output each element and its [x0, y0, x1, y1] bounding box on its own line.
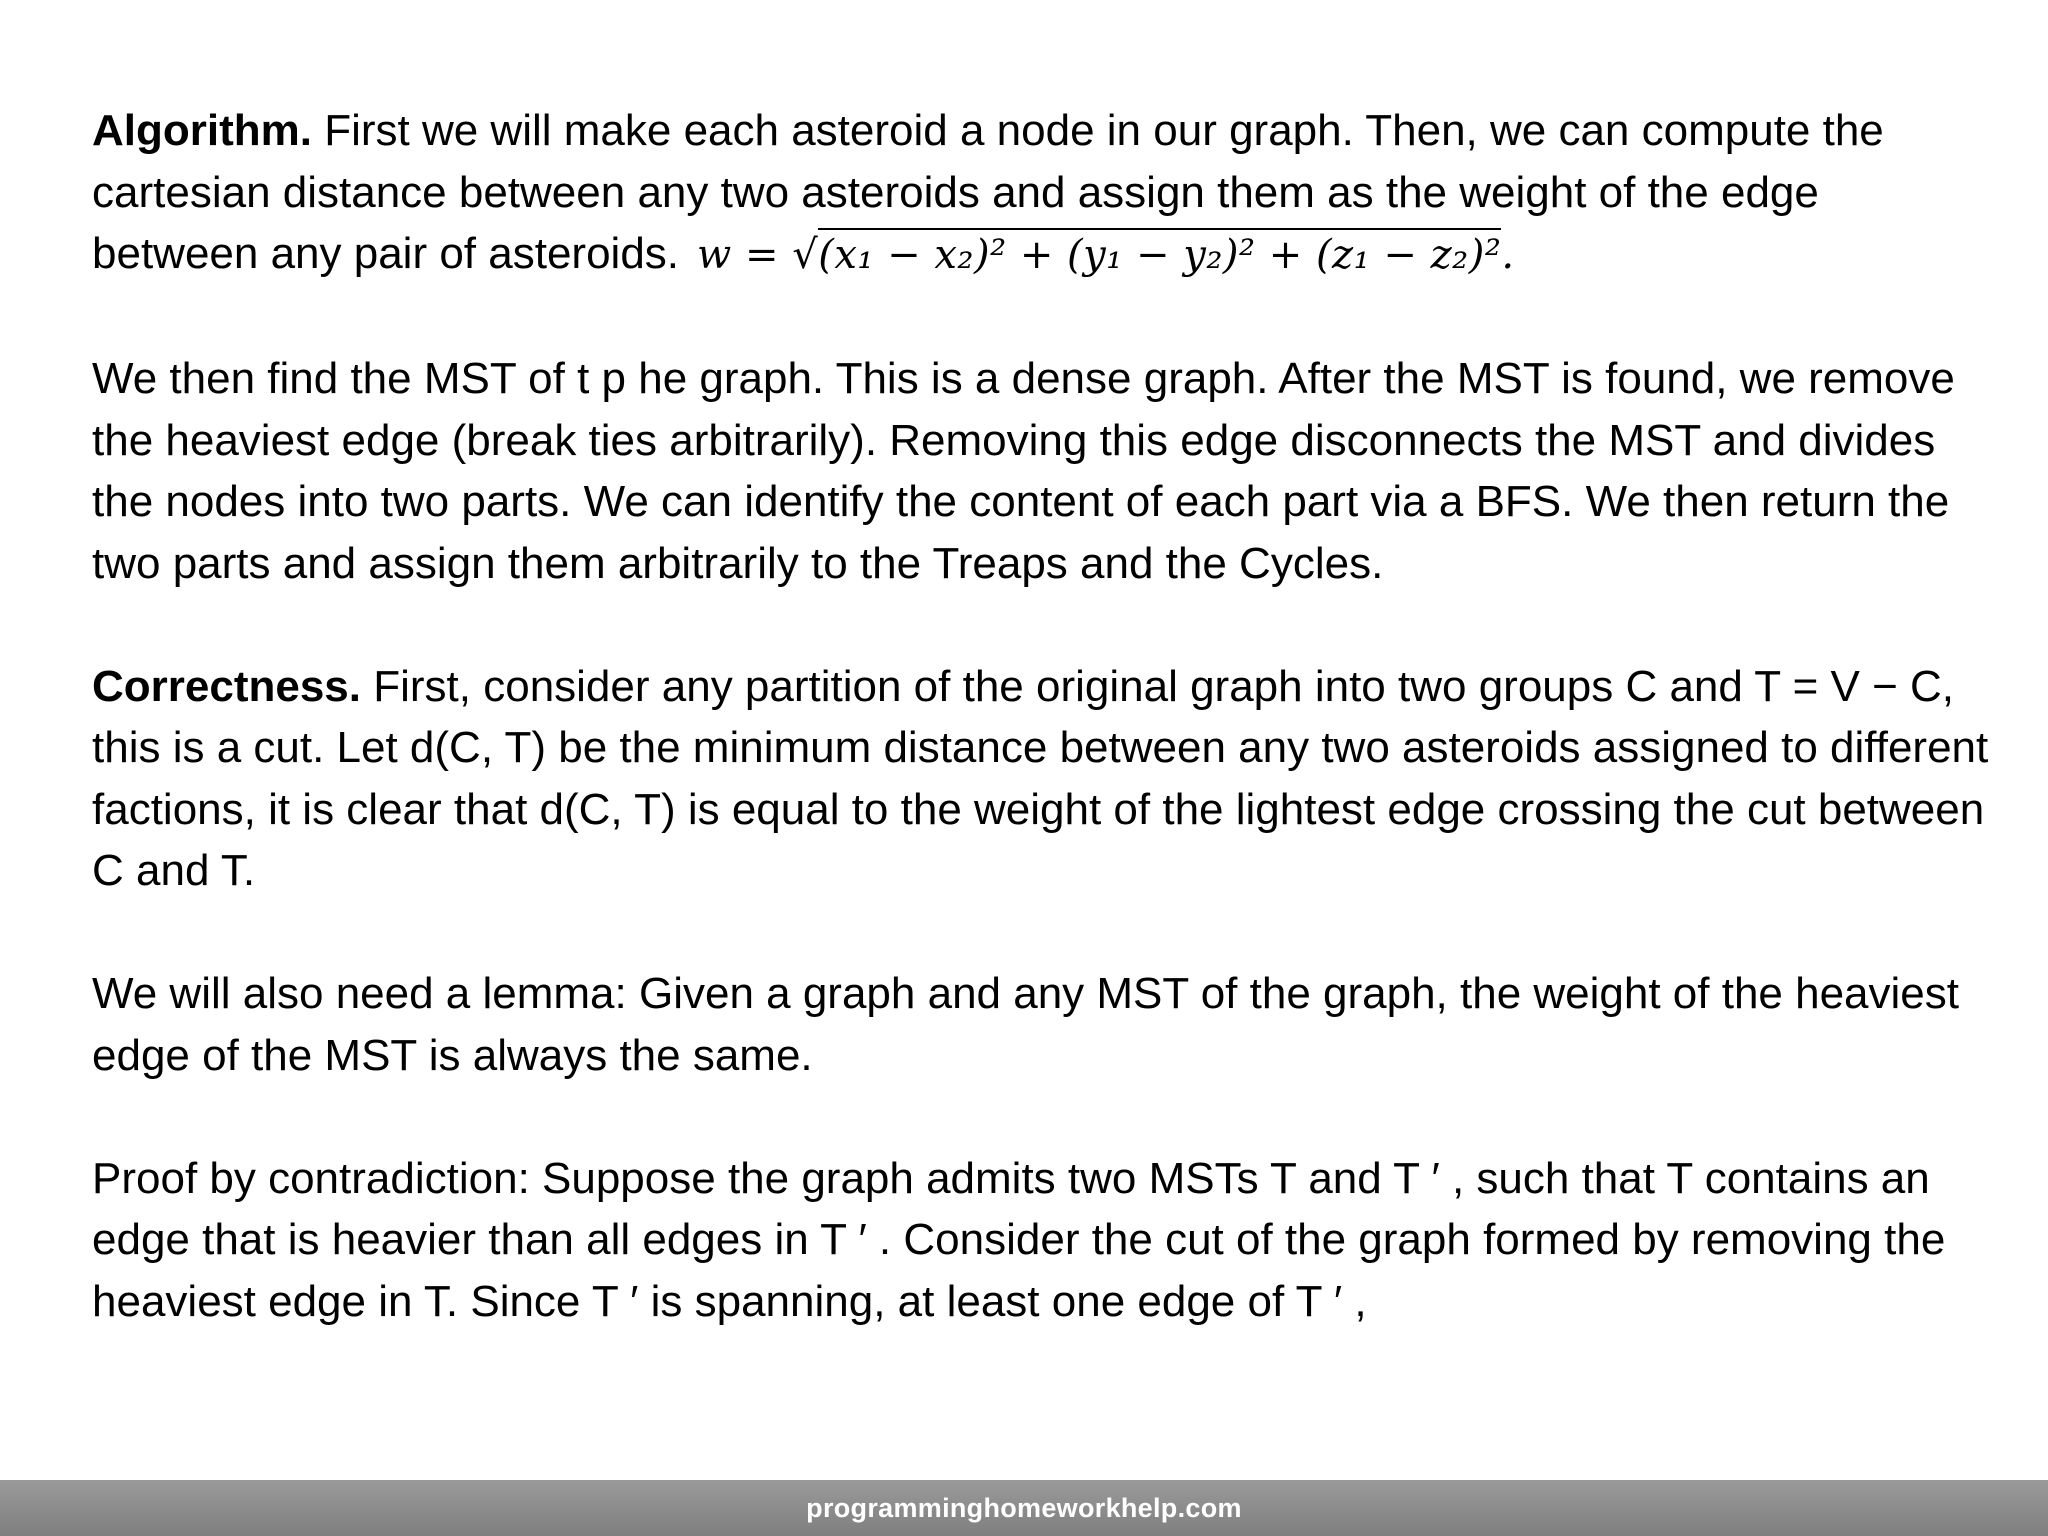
correctness-text: First, consider any partition of the original graph into two groups C and T = V − C, this is a cut. Let d(C, T) be the minimum distance between any two asteroids assigned to different factions, it is clear that d(C, T) is equal to the weight of the lightest edge crossing the cut between C and T. — [92, 661, 1989, 895]
footer-bar — [0, 1480, 2048, 1536]
algorithm-text: First we will make each asteroid a node in our graph. Then, we can compute the cartesian distance between any two asteroids and assign them as the weight of the edge between any pair of asteroids. — [92, 106, 1884, 278]
formula-body: (x₁ − x₂)² + (y₁ − y₂)² + (z₁ − z₂)² — [818, 228, 1501, 278]
lemma-text: We will also need a lemma: Given a graph and any MST of the graph, the weight of the heaviest edge of the MST is always the same. — [92, 969, 1959, 1080]
paragraph-lemma — [92, 963, 1992, 1086]
algorithm-label: Algorithm. — [92, 106, 312, 155]
correctness-label: Correctness. — [92, 661, 362, 711]
distance-formula — [697, 232, 1515, 278]
slide-content — [92, 100, 1992, 1332]
paragraph-algorithm — [92, 100, 1992, 287]
sqrt-symbol: √ — [792, 232, 819, 278]
formula-lhs: w = — [697, 232, 793, 278]
paragraph-correctness — [92, 656, 1992, 902]
paragraph-mst — [92, 348, 1992, 594]
footer-website: programminghomeworkhelp.com — [806, 1492, 1242, 1523]
proof-text: Proof by contradiction: Suppose the graph admits two MSTs T and T ′ , such that T contains an edge that is heavier than all edges in T ′ . Consider the cut of the graph formed by removing the heaviest edge in T. Since T ′ is spanning, at least one edge of T ′ , — [92, 1153, 1946, 1326]
mst-text: We then find the MST of t p he graph. This is a dense graph. After the MST is found, we remove the heaviest edge (break ties arbitrarily). Removing this edge disconnects the MST and divides the nodes into two parts. We can identify the content of each part via a BFS. We then return the two parts and assign them arbitrarily to the Treaps and the Cycles. — [92, 354, 1955, 588]
paragraph-proof — [92, 1148, 1992, 1333]
formula-end: . — [1501, 232, 1515, 278]
